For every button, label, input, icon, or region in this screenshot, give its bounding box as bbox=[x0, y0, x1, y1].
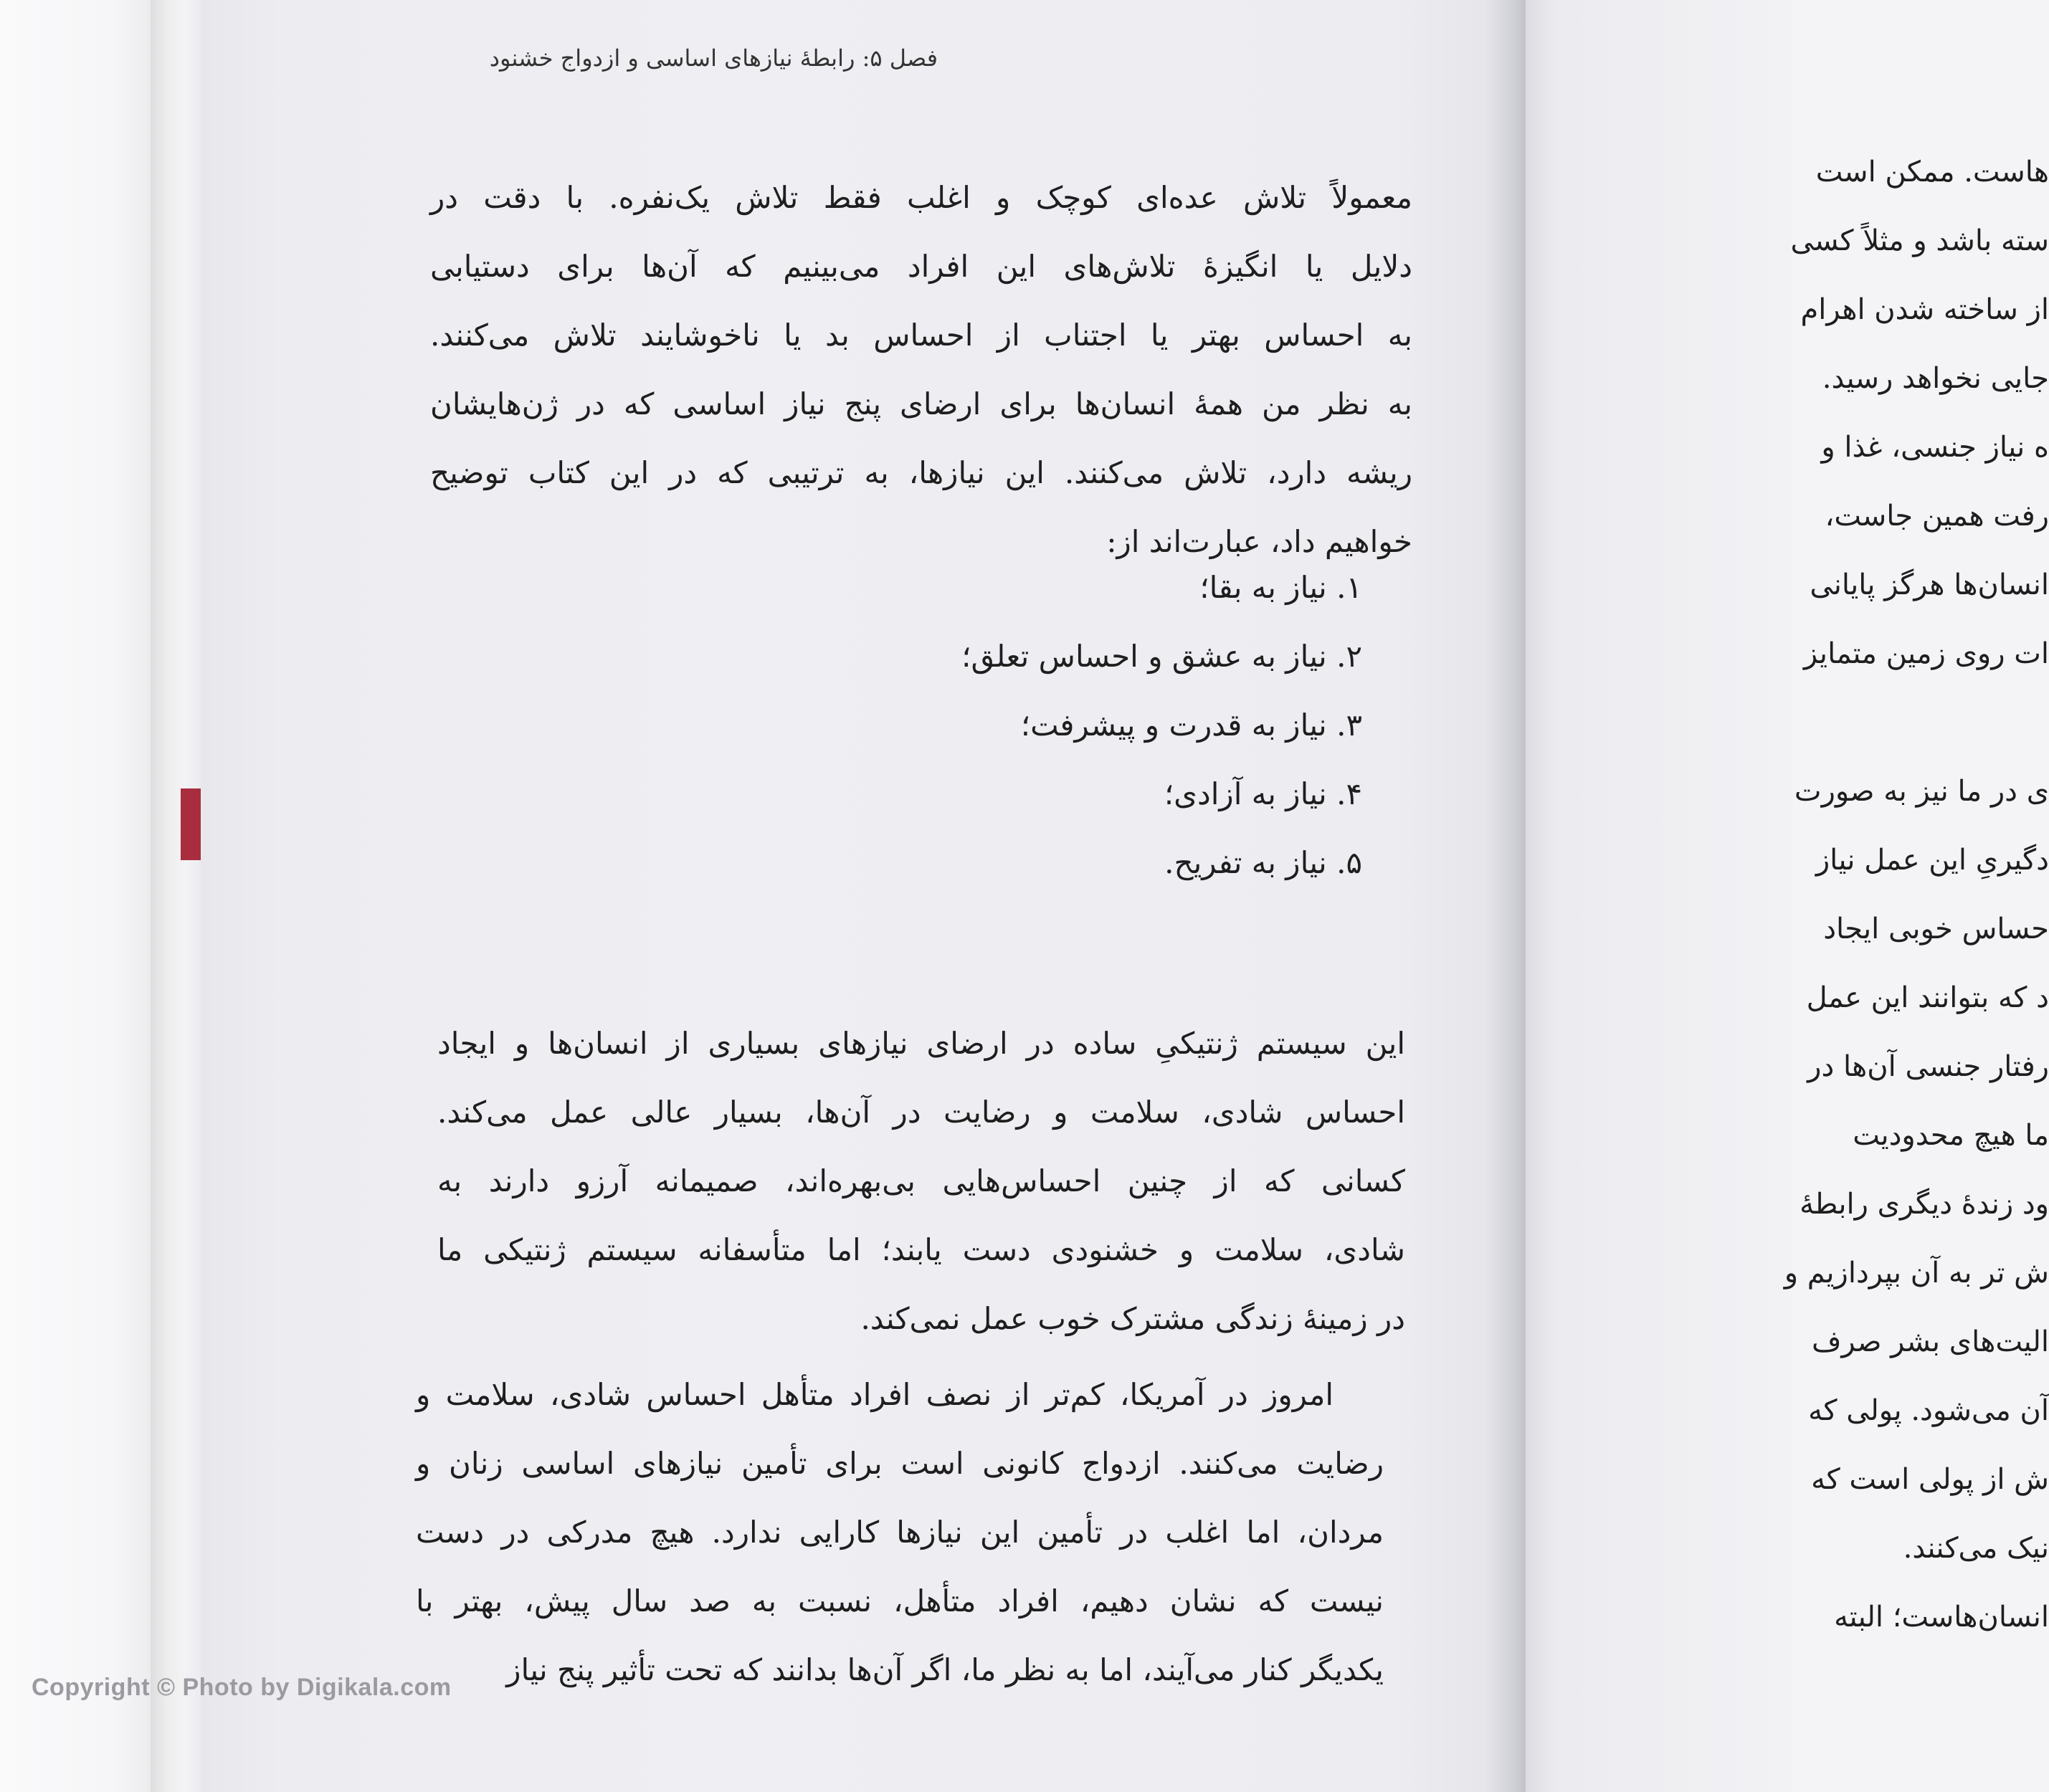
right-page-text bbox=[1533, 138, 2049, 1652]
paragraph1-line: ریشه دارد، تلاش می‌کنند. این نیازها، به ترتیبی که در این کتاب توضیح bbox=[430, 455, 1412, 490]
right-page-line: ش تر به آن بپردازیم و bbox=[1784, 1257, 2049, 1290]
paragraph2-line: این سیستم ژنتیکیِ ساده در ارضای نیازهای بسیاری از انسان‌ها و ایجاد bbox=[437, 1026, 1405, 1061]
paragraph1-line: به نظر من همهٔ انسان‌ها برای ارضای پنج نیاز اساسی که در ژن‌هایشان bbox=[430, 386, 1412, 421]
paragraph2-line: کسانی که از چنین احساس‌هایی بی‌بهره‌اند، صمیمانه آرزو دارند به bbox=[437, 1163, 1405, 1198]
previous-pages-edge bbox=[0, 0, 151, 1792]
bookmark-ribbon bbox=[181, 788, 202, 860]
right-page-line: آن می‌شود. پولی که bbox=[1808, 1394, 2049, 1427]
page-stack-edge bbox=[151, 0, 208, 1792]
right-book-page bbox=[1526, 0, 2049, 1792]
needs-list-item: ۴. نیاز به آزادی؛ bbox=[1164, 776, 1362, 811]
running-head: فصل ۵: رابطهٔ نیازهای اساسی و ازدواج خشنود bbox=[489, 44, 938, 72]
paragraph3-line: یکدیگر کنار می‌آیند، اما به نظر ما، اگر آن‌ها بدانند که تحت تأثیر پنج نیاز bbox=[506, 1652, 1384, 1687]
copyright-watermark: Copyright © Photo by Digikala.com bbox=[32, 1674, 452, 1701]
right-page-line: ما هیچ محدودیت bbox=[1853, 1119, 2049, 1152]
paragraph1-line: معمولاً تلاش عده‌ای کوچک و اغلب فقط تلاش یک‌نفره. با دقت در bbox=[430, 180, 1412, 215]
paragraph-3 bbox=[416, 1360, 1384, 1705]
paragraph3-line: امروز در آمریکا، کم‌تر از نصف افراد متأهل احساس شادی، سلامت و bbox=[416, 1377, 1333, 1412]
paragraph2-line: احساس شادی، سلامت و رضایت در آن‌ها، بسیار عالی عمل می‌کند. bbox=[437, 1095, 1405, 1130]
right-page-line: ات روی زمین متمایز bbox=[1803, 637, 2049, 670]
right-page-line: رفتار جنسی آن‌ها در bbox=[1807, 1050, 2049, 1083]
right-page-line: حساس خوبی ایجاد bbox=[1823, 912, 2049, 945]
paragraph1-line: به احساس بهتر یا اجتناب از احساس بد یا ناخوشایند تلاش می‌کنند. bbox=[430, 318, 1412, 353]
paragraph2-line: در زمینهٔ زندگی مشترک خوب عمل نمی‌کند. bbox=[860, 1301, 1405, 1336]
right-page-line: د که بتوانند این عمل bbox=[1806, 981, 2049, 1014]
right-page-line: از ساخته شدن اهرام bbox=[1800, 293, 2049, 326]
paragraph-2 bbox=[437, 1009, 1405, 1353]
right-page-line: ش از پولی است که bbox=[1811, 1463, 2049, 1496]
needs-list-item: ۱. نیاز به بقا؛ bbox=[1199, 570, 1362, 605]
paragraph1-line: دلایل یا انگیزهٔ تلاش‌های این افراد می‌بینیم که آن‌ها برای دستیابی bbox=[430, 249, 1412, 284]
right-page-line: انسان‌ها هرگز پایانی bbox=[1810, 568, 2049, 601]
right-page-line: ه نیاز جنسی، غذا و bbox=[1821, 431, 2049, 464]
needs-list-item: ۵. نیاز به تفریح. bbox=[1164, 845, 1362, 880]
paragraph3-line: نیست که نشان دهیم، افراد متأهل، نسبت به صد سال پیش، بهتر با bbox=[416, 1583, 1384, 1619]
right-page-line: دگیریِ این عمل نیاز bbox=[1815, 844, 2049, 877]
right-page-line: ود زندهٔ دیگری رابطهٔ bbox=[1800, 1188, 2049, 1221]
right-page-line: جایی نخواهد رسید. bbox=[1822, 362, 2049, 395]
right-page-line: ی در ما نیز به صورت bbox=[1794, 775, 2049, 808]
paragraph3-line: رضایت می‌کنند. ازدواج کانونی است برای تأمین نیازهای اساسی زنان و bbox=[416, 1446, 1384, 1481]
needs-list-item: ۳. نیاز به قدرت و پیشرفت؛ bbox=[1020, 707, 1362, 743]
right-page-line: نیک می‌کنند. bbox=[1903, 1532, 2049, 1565]
right-page-line: انسان‌ها‌ست؛ البته bbox=[1834, 1601, 2049, 1634]
needs-list bbox=[430, 553, 1412, 897]
needs-list-item: ۲. نیاز به عشق و احساس تعلق؛ bbox=[961, 639, 1362, 674]
paragraph3-line: مردان، اما اغلب در تأمین این نیازها کارایی ندارد. هیچ مدرکی در دست bbox=[416, 1515, 1384, 1550]
paragraph-1 bbox=[430, 163, 1412, 576]
right-page-line: رفت همین جاست، bbox=[1825, 500, 2049, 533]
right-page-line: سته باشد و مثلاً کسی bbox=[1790, 224, 2049, 257]
right-page-line: الیت‌های بشر صرف bbox=[1811, 1325, 2049, 1358]
paragraph2-line: شادی، سلامت و خشنودی دست یابند؛ اما متأسفانه سیستم ژنتیکی ما bbox=[437, 1232, 1405, 1267]
right-page-line bbox=[1533, 688, 2049, 757]
right-page-line: ها‌ست. ممکن است bbox=[1815, 156, 2049, 189]
paragraph1-line: خواهیم داد، عبارت‌اند از: bbox=[1106, 524, 1412, 559]
